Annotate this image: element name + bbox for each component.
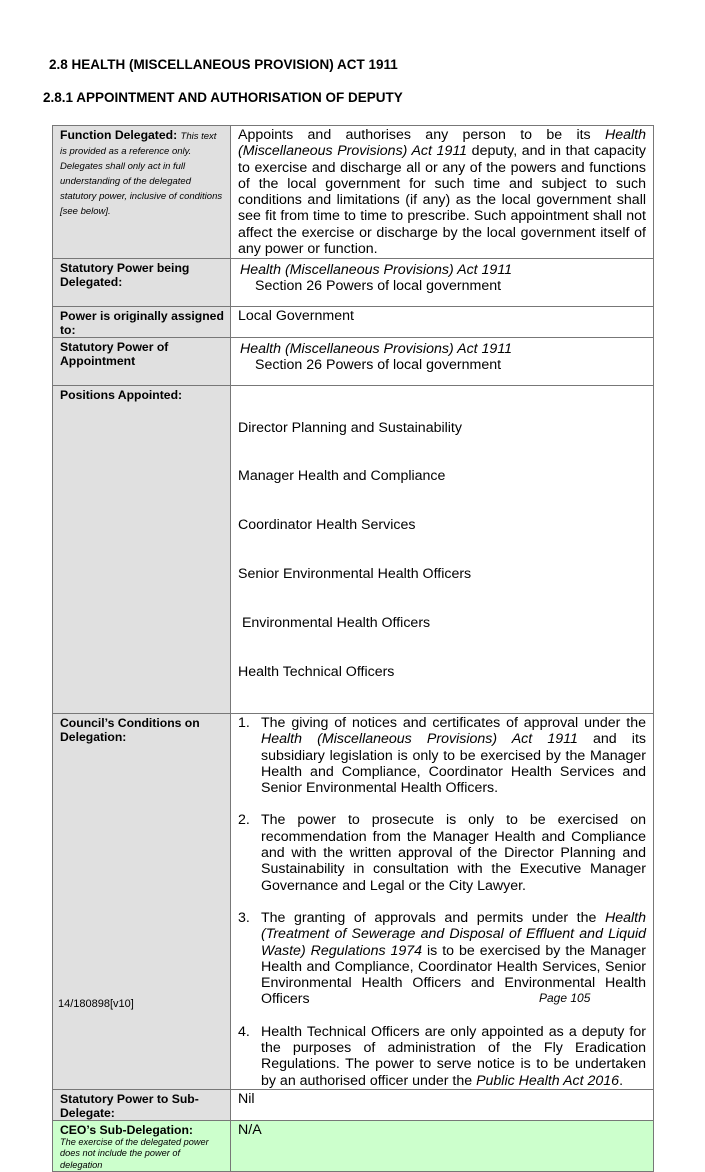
- condition-act-reference: Public Health Act 2016: [476, 1072, 620, 1089]
- statutory-power-act: Health (Miscellaneous Provisions) Act 1911: [240, 262, 513, 278]
- condition-text: Health Technical Officers are only appointed as a deputy for the purposes of administration of the Fly Eradication Regulations. The power to serve notice is to be undertaken by an authorised officer under the: [261, 1023, 646, 1089]
- row-appointment-power: [53, 338, 654, 386]
- originally-assigned-label: Power is originally assigned to:: [53, 307, 231, 338]
- originally-assigned-value: Local Government: [231, 307, 654, 338]
- condition-text: .: [619, 1072, 624, 1089]
- row-function-delegated: [53, 126, 654, 259]
- sub-delegate-value: Nil: [231, 1089, 654, 1120]
- delegation-table: [52, 125, 654, 1172]
- conditions-list: [238, 715, 646, 1089]
- appointment-power-section: Section 26 Powers of local government: [255, 357, 502, 374]
- condition-item-2: [238, 812, 646, 893]
- council-conditions-value: [231, 713, 654, 1089]
- position-item: Environmental Health Officers: [238, 615, 431, 632]
- statutory-power-label: Statutory Power being Delegated:: [53, 259, 231, 307]
- position-item: Coordinator Health Services: [238, 517, 416, 534]
- subsection-heading: 2.8.1 APPOINTMENT AND AUTHORISATION OF DEPUTY: [43, 90, 403, 105]
- appointment-power-value: [231, 338, 654, 386]
- section-heading: 2.8 HEALTH (MISCELLANEOUS PROVISION) ACT 1911: [49, 57, 398, 72]
- ceo-sub-delegation-label: CEO’s Sub-Delegation:: [60, 1122, 193, 1137]
- function-delegated-label: Function Delegated:: [60, 128, 178, 142]
- function-text-pre: Appoints and authorises any person to be its: [238, 127, 605, 143]
- function-delegated-note: This text is provided as a reference only. Delegates shall only act in full understanding of the delegated statutory power, inclusive of conditions [see below].: [60, 131, 223, 217]
- sub-delegate-label: Statutory Power to Sub-Delegate:: [53, 1089, 231, 1120]
- function-delegated-value: [231, 126, 654, 259]
- condition-text: The granting of approvals and permits under the: [261, 909, 605, 926]
- condition-number: 4.: [238, 1023, 250, 1040]
- council-conditions-label: Council’s Conditions on Delegation:: [53, 713, 231, 1089]
- appointment-power-label: Statutory Power of Appointment: [53, 338, 231, 386]
- condition-text: and its subsidiary legislation is only to be exercised by the Manager Health and Compliance, Coordinator Health Services and Senior Environmental Health Officers.: [261, 731, 646, 797]
- position-item: Director Planning and Sustainability: [238, 419, 462, 436]
- row-positions-appointed: [53, 386, 654, 714]
- row-originally-assigned: [53, 307, 654, 338]
- condition-text: The power to prosecute is only to be exercised on recommendation from the Manager Health and Compliance and with the written approval of the Director Planning and Sustainability in consultation with the Executive Manager Governance and Legal or the City Lawyer.: [261, 812, 646, 894]
- function-delegated-label-cell: [53, 126, 231, 259]
- statutory-power-section: Section 26 Powers of local government: [255, 278, 502, 295]
- row-ceo-sub-delegation: [53, 1120, 654, 1172]
- row-statutory-power: [53, 259, 654, 307]
- condition-number: 3.: [238, 909, 250, 926]
- position-item: Manager Health and Compliance: [238, 468, 446, 485]
- ceo-sub-delegation-label-cell: [53, 1120, 231, 1172]
- condition-text: The giving of notices and certificates of approval under the: [261, 714, 646, 731]
- condition-item-4: [238, 1024, 646, 1089]
- function-text-act: Health (Miscellaneous Provisions) Act 1911: [238, 127, 646, 160]
- page-number: Page 105: [539, 991, 591, 1005]
- ceo-sub-delegation-value: N/A: [231, 1120, 654, 1172]
- statutory-power-value: [231, 259, 654, 307]
- function-text-post: deputy, and in that capacity to exercise and discharge all or any of the powers and functions of the local government for such time and subject to such conditions and limitations (if any) as the local government shall see fit from time to time to prescribe. Such appointment shall not affect the exercise or discharge by the local government itself of any power or function.: [238, 143, 646, 258]
- ceo-sub-delegation-note: The exercise of the delegated power does not include the power of delegation: [60, 1136, 209, 1170]
- row-council-conditions: [53, 713, 654, 1089]
- condition-item-1: [238, 715, 646, 796]
- condition-text: is to be exercised by the Manager Health and Compliance, Coordinator Health Services, Senior Environmental Health Officers and Environmental Health Officers: [261, 942, 646, 1008]
- position-item: Health Technical Officers: [238, 664, 395, 681]
- condition-act-reference: Health (Miscellaneous Provisions) Act 1911: [261, 731, 578, 748]
- document-reference: 14/180898[v10]: [58, 998, 134, 1010]
- position-item: Senior Environmental Health Officers: [238, 566, 472, 583]
- condition-number: 2.: [238, 812, 250, 829]
- appointment-power-act: Health (Miscellaneous Provisions) Act 1911: [240, 341, 513, 357]
- condition-act-reference: Health (Treatment of Sewerage and Disposal of Effluent and Liquid Waste) Regulations 1974: [261, 909, 646, 959]
- condition-number: 1.: [238, 714, 250, 731]
- row-sub-delegate: [53, 1089, 654, 1120]
- positions-appointed-label: Positions Appointed:: [53, 386, 231, 714]
- positions-appointed-value: [231, 386, 654, 714]
